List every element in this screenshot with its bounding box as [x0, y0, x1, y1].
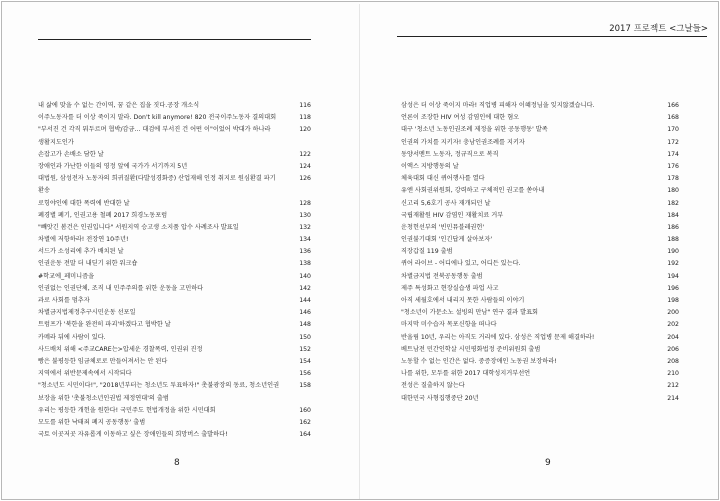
running-header: 2017 프로젝트 <그날들> [609, 24, 708, 34]
toc-entry-page: 178 [667, 175, 679, 183]
toc-entry [38, 137, 311, 149]
toc-entry-title: 동양서멘트 노동자, 정규직으로 복직 [401, 150, 499, 158]
right-page [361, 2, 718, 499]
toc-entry-page: 154 [299, 357, 311, 365]
toc-entry-title: 서드가 소성리에 추가 배치된 날 [38, 248, 124, 256]
toc-entry [38, 295, 311, 307]
toc-entry [38, 380, 311, 392]
toc-entry-title: 인권의 가치를 지키자! 충남인권조례를 지키자 [401, 138, 525, 146]
toc-entry-page: 174 [667, 150, 679, 158]
toc-entry-page: 194 [667, 272, 679, 280]
toc-entry [38, 234, 311, 246]
toc-entry [38, 271, 311, 283]
toc-entry-page: 164 [299, 431, 311, 439]
toc-entry-page: 146 [299, 309, 311, 317]
toc-entry-title: 직장갑질 119 출범 [401, 248, 453, 256]
toc-entry-title: 유엔 사회권위원회, 강력하고 구체적인 권고를 쏟아내 [401, 187, 545, 195]
top-rule [38, 39, 311, 40]
toc-entry [401, 258, 679, 270]
toc-entry [401, 283, 679, 295]
toc-entry-title: 삼성은 더 이상 죽이지 마라! 직업병 피해자 이혜정님을 잊지않겠습니다. [401, 102, 595, 109]
toc-entry-title: 인권없는 인권단체, 조직 내 민주주의를 위한 운동을 고민하다 [38, 284, 204, 292]
toc-entry [38, 185, 311, 197]
toc-entry [38, 124, 311, 136]
toc-entry [401, 112, 679, 124]
toc-entry-page: 200 [667, 309, 679, 317]
toc-entry [401, 161, 679, 173]
toc-entry-page: 144 [299, 297, 311, 304]
toc-entry-page: 182 [667, 199, 679, 207]
toc-entry-title: 보장을 위한 '촛불청소년인권법 제정연대'의 출범 [38, 394, 169, 402]
toc-entry-title: 빵은 불평등한 임금체로로 만들어져서는 안 된다 [38, 357, 168, 365]
toc-entry-page: 134 [299, 236, 311, 244]
toc-entry-title: 지역에서 위반문제속에서 시작되다 [38, 370, 132, 378]
toc-entry-page: 142 [299, 284, 311, 292]
toc-entry [401, 222, 679, 234]
toc-entry-title: 체육대회 대신 퀴어행사를 열다 [401, 175, 485, 183]
toc-entry [401, 356, 679, 368]
toc-entry [401, 332, 679, 344]
toc-entry [401, 368, 679, 380]
toc-entry-title: 언론이 조장한 HIV 여성 감염인에 대한 혐오 [401, 114, 520, 122]
toc-entry-title: "빼앗긴 봄건은 인권입니다" 서원지역 승고생 소지품 압수 사례조사 발표일 [38, 223, 239, 231]
toc-entry [401, 319, 679, 331]
toc-entry-page: 152 [299, 345, 311, 353]
toc-entry-page: 138 [299, 260, 311, 268]
toc-entry-title: 대한민국 사형집행중단 20년 [401, 394, 479, 402]
toc-entry-title: 노동할 수 없는 인간은 없다. 중증장애인 노동권 보장하라! [401, 357, 557, 365]
toc-entry-title: 아직 세월호에서 내리지 못한 사람들의 이야기 [401, 297, 525, 304]
toc-entry [38, 319, 311, 331]
toc-entry [401, 185, 679, 197]
toc-entry-title: 환송 [38, 187, 50, 195]
toc-entry-page: 158 [299, 382, 311, 390]
toc-entry-title: 로힝야인에 대한 폭력에 반대한 날 [38, 199, 130, 207]
toc-entry [38, 344, 311, 356]
toc-entry-title: 베트남전 민간인학살 시민평화법정 준비위원회 출범 [401, 345, 541, 353]
toc-entry [401, 234, 679, 246]
toc-entry-title: 대구 '청소년 노동인권조례 제정을 위한 공동행동' 발족 [401, 126, 548, 134]
toc-entry-page: 186 [667, 223, 679, 231]
toc-entry-title: 제주 특성화고 현장실습생 파업 사고 [401, 284, 499, 292]
toc-entry-title: #학교에_페미니즘을 [38, 272, 95, 280]
toc-entry [38, 222, 311, 234]
toc-entry-title: 장애인과 가난한 이들의 영정 앞에 국가가 서기까지 5년 [38, 162, 188, 170]
toc-entry-page: 190 [667, 248, 679, 256]
toc-entry-page: 136 [299, 248, 311, 256]
toc-entry-page: 168 [667, 114, 679, 122]
toc-entry [38, 112, 311, 124]
toc-entry-title: 내 삶에 맞을 수 없는 간이역, 꿈 같은 집을 짓다.공장 개소식 [38, 102, 200, 109]
toc-entry [38, 258, 311, 270]
toc-entry-page: 122 [299, 150, 311, 158]
toc-entry [401, 149, 679, 161]
toc-entry-title: 차별금지법 전북공동행동 출범 [401, 272, 483, 280]
toc-entry [401, 210, 679, 222]
toc-entry-title: 반올림 10년, 우리는 아직도 거리에 있다. 삼성은 직업병 문제 해결하라! [401, 333, 595, 341]
toc-entry-page: 140 [299, 272, 311, 280]
toc-entry-title: 차별에 저항하라! 전장연 10주년! [38, 236, 129, 244]
toc-entry-page: 206 [667, 345, 679, 353]
toc-entry-title: "부서진 건 각직 뭐두르며 협박/감금... 대검에 부서진 건 어떤 이"이었어 박대가 하나라 [38, 126, 271, 134]
toc-entry-title: "청소년이 가문소노 설빙의 만남" 연구 결과 발표회 [401, 309, 539, 317]
toc-entry-page: 162 [299, 418, 311, 426]
toc-entry-title: 손잡고가 손배소 담한 날 [38, 150, 104, 158]
toc-entry-title: 카메라 뒤에 사람이 있다. [38, 333, 106, 341]
toc-entry-page: 210 [667, 370, 679, 378]
toc-entry-page: 196 [667, 284, 679, 292]
toc-entry-page: 160 [299, 406, 311, 414]
toc-entry-title: 트럼프가 '북한을 완전히 파괴'하겠다고 협박한 날 [38, 321, 171, 329]
toc-list-right [401, 100, 679, 405]
toc-entry-page: 170 [667, 126, 679, 134]
toc-entry-title: 폐경별 폐기, 인권고용 철폐 2017 희경노동포럼 [38, 211, 168, 219]
toc-entry [401, 307, 679, 319]
toc-entry [38, 173, 311, 185]
toc-entry-page: 192 [667, 260, 679, 268]
toc-entry [38, 332, 311, 344]
toc-entry-title: 전성은 질출하지 않는다 [401, 382, 465, 390]
toc-entry [401, 271, 679, 283]
toc-entry [38, 149, 311, 161]
toc-entry [401, 380, 679, 392]
page-number: 8 [174, 458, 180, 468]
toc-entry-page: 150 [299, 333, 311, 341]
toc-entry-title: 이액스 지방행동의 날 [401, 162, 459, 170]
toc-entry [401, 100, 679, 112]
toc-entry-page: 214 [667, 394, 679, 402]
toc-entry-page: 156 [299, 370, 311, 378]
toc-entry-page: 132 [299, 223, 311, 231]
toc-entry-title: 국립재활원 HIV 감염인 재활치료 거부 [401, 211, 504, 219]
toc-entry-title: 모도를 위한 낙태죄 폐지 공동행동' 출범 [38, 418, 146, 426]
toc-entry-title: 사드배치 위해 <주교CARE는>압세운 경찰폭력, 인권위 진정 [38, 345, 203, 353]
toc-entry-title: 인권불기대회 '인긴답게 살아보자' [401, 236, 493, 244]
toc-entry-title: 인권운동 전말 더 내딛기 위한 워크숍 [38, 260, 138, 268]
toc-entry [401, 124, 679, 136]
toc-entry-page: 172 [667, 138, 679, 146]
toc-entry-page: 126 [299, 175, 311, 183]
toc-entry [38, 246, 311, 258]
toc-entry [38, 417, 311, 429]
toc-entry-title: 나를 위한, 모두를 위한 2017 대학성지거부선언 [401, 370, 531, 378]
toc-entry [38, 368, 311, 380]
toc-entry-page: 212 [667, 382, 679, 390]
toc-entry [38, 429, 311, 441]
toc-entry-page: 204 [667, 333, 679, 341]
gutter-line [359, 4, 360, 499]
toc-entry-title: 생활지도인가 [38, 138, 74, 146]
top-rule [397, 36, 707, 37]
toc-entry-title: 마지막 미수습자 목포신항을 떠나다 [401, 321, 497, 329]
toc-entry-page: 180 [667, 187, 679, 195]
toc-entry-page: 124 [299, 162, 311, 170]
toc-entry [401, 295, 679, 307]
page-number: 9 [545, 458, 551, 468]
toc-entry-page: 148 [299, 321, 311, 329]
toc-entry-page: 120 [299, 126, 311, 134]
toc-entry-page: 116 [299, 102, 311, 109]
toc-entry-title: 운청헌선부의 '빈민뮤블레권헌' [401, 223, 485, 231]
toc-entry [401, 137, 679, 149]
toc-entry-title: 차별금지법제정추구시민운동 선포일 [38, 309, 136, 317]
toc-entry-title: 신고리 5,6호기 공사 재개되던 날 [401, 199, 491, 207]
toc-entry-page: 208 [667, 357, 679, 365]
toc-entry-page: 198 [667, 297, 679, 304]
toc-entry-title: 과로 사회를 멈추자 [38, 297, 90, 304]
toc-entry-title: 우리는 평등한 개헌을 원한다! 국민주도 헌법개정을 위한 시민대회 [38, 406, 216, 414]
toc-entry [38, 210, 311, 222]
toc-entry-page: 184 [667, 211, 679, 219]
toc-entry [401, 198, 679, 210]
toc-entry [38, 198, 311, 210]
toc-entry [38, 283, 311, 295]
toc-entry-page: 166 [667, 102, 679, 109]
toc-entry [38, 356, 311, 368]
toc-entry-page: 202 [667, 321, 679, 329]
toc-entry [401, 344, 679, 356]
toc-entry [38, 100, 311, 112]
toc-entry-page: 188 [667, 236, 679, 244]
toc-list-left [38, 100, 311, 441]
toc-entry [38, 405, 311, 417]
toc-entry-page: 118 [299, 114, 311, 122]
toc-entry [38, 307, 311, 319]
toc-entry-page: 128 [299, 199, 311, 207]
toc-entry [401, 173, 679, 185]
toc-entry-title: "청소년도 시민이다!", "2018년부터는 청소년도 투표하자!" 촛불광장의 동료, 청소년인권 [38, 382, 280, 390]
toc-entry-page: 176 [667, 162, 679, 170]
toc-entry [38, 393, 311, 405]
toc-entry [401, 393, 679, 405]
toc-entry [38, 161, 311, 173]
toc-entry-title: 이주노동자를 더 이상 죽이지 말라. Don't kill anymore! 820 전국이주노동자 결의대회 [38, 114, 277, 122]
book-spread [1, 1, 719, 500]
toc-entry-title: 국토 이곳저곳 자유롭게 이동하고 싶은 장애인들의 희망버스 출발하다! [38, 431, 228, 439]
toc-entry [401, 246, 679, 258]
toc-entry-title: 대법원, 삼성전자 노동자의 희귀질환(다발성경화증) 산업재해 인정 취지로 원심환결 파기 [38, 175, 276, 183]
left-page [2, 2, 360, 499]
toc-entry-title: 퀴어 라이브 - 어디에나 있고, 어디든 있는다. [401, 260, 521, 268]
toc-entry-page: 130 [299, 211, 311, 219]
